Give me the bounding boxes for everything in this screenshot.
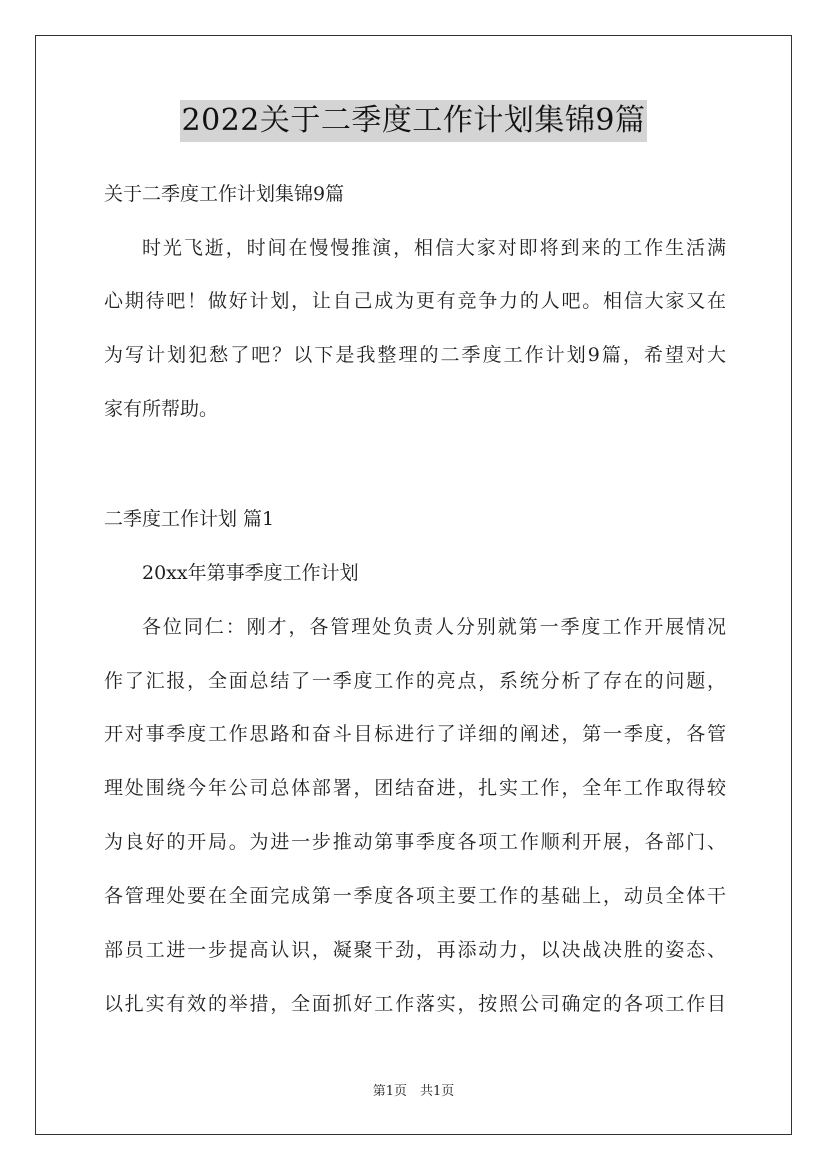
- body-line-8: 以扎实有效的举措，全面抓好工作落实，按照公司确定的各项工作目: [104, 993, 726, 1015]
- document-title: 2022关于二季度工作计划集锦9篇: [180, 100, 648, 142]
- section-subtitle: 20xx年第事季度工作计划: [142, 562, 359, 584]
- page-number-footer: 第1页 共1页: [372, 1084, 455, 1099]
- body-line-1: 各位同仁：刚才，各管理处负责人分别就第一季度工作开展情况: [142, 616, 726, 638]
- intro-line-3: 为写计划犯愁了吧？以下是我整理的二季度工作计划9篇，希望对大: [104, 344, 726, 366]
- body-line-3: 开对事季度工作思路和奋斗目标进行了详细的阐述，第一季度，各管: [104, 723, 726, 745]
- title-container: [0, 100, 827, 142]
- section-heading: 二季度工作计划 篇1: [104, 508, 275, 530]
- intro-line-1: 时光飞逝，时间在慢慢推演，相信大家对即将到来的工作生活满: [142, 237, 726, 259]
- intro-line-2: 心期待吧！做好计划，让自己成为更有竞争力的人吧。相信大家又在: [104, 290, 726, 312]
- document-subtitle: 关于二季度工作计划集锦9篇: [104, 183, 345, 205]
- body-line-4: 理处围绕今年公司总体部署，团结奋进，扎实工作，全年工作取得较: [104, 777, 726, 799]
- body-line-5: 为良好的开局。为进一步推动第事季度各项工作顺利开展，各部门、: [104, 831, 726, 853]
- body-line-6: 各管理处要在全面完成第一季度各项主要工作的基础上，动员全体干: [104, 885, 726, 907]
- intro-line-4: 家有所帮助。: [104, 398, 219, 420]
- body-line-7: 部员工进一步提高认识，凝聚干劲，再添动力，以决战决胜的姿态、: [104, 939, 726, 961]
- body-line-2: 作了汇报，全面总结了一季度工作的亮点，系统分析了存在的问题，: [104, 670, 726, 692]
